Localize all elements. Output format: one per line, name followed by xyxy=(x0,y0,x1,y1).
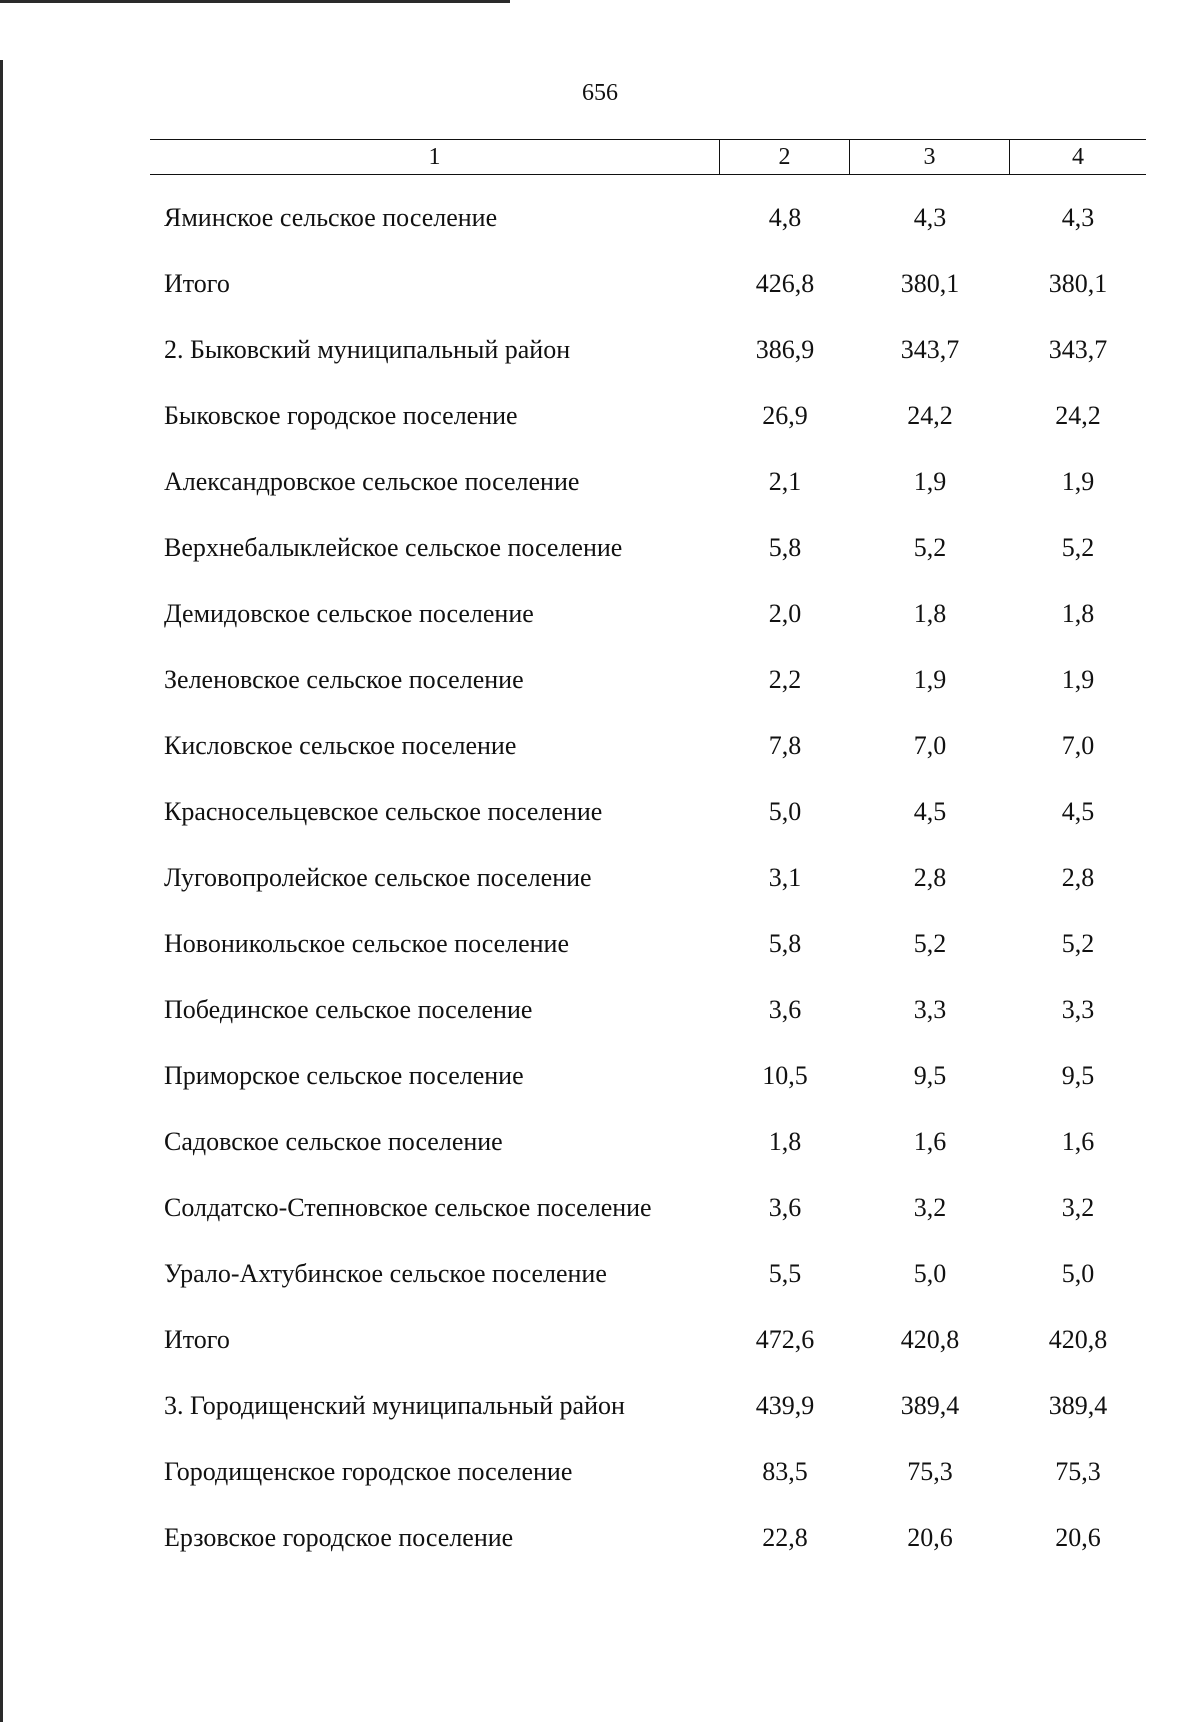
value-col-4: 75,3 xyxy=(1055,1457,1101,1486)
row-name: Луговопролейское сельское поселение xyxy=(164,863,592,892)
value-col-3: 389,4 xyxy=(900,1391,960,1420)
value-col-3: 1,6 xyxy=(913,1127,947,1156)
value-col-2: 10,5 xyxy=(762,1061,808,1090)
value-col-4: 4,5 xyxy=(1061,797,1095,826)
row-name: Солдатско-Степновское сельское поселение xyxy=(164,1193,652,1222)
value-col-2: 2,1 xyxy=(768,467,802,496)
value-col-3: 20,6 xyxy=(907,1523,953,1552)
page-number: 656 xyxy=(582,80,618,106)
value-col-3: 4,5 xyxy=(913,797,947,826)
row-name: Александровское сельское поселение xyxy=(164,467,580,496)
value-col-3: 5,2 xyxy=(913,533,947,562)
row-name: Быковское городское поселение xyxy=(164,401,518,430)
row-name: Красносельцевское сельское поселение xyxy=(164,797,603,826)
value-col-3: 2,8 xyxy=(913,863,947,892)
value-col-4: 1,9 xyxy=(1061,467,1095,496)
table-row xyxy=(150,647,1146,713)
value-col-3: 3,2 xyxy=(913,1193,947,1222)
row-name: Городищенское городское поселение xyxy=(164,1457,573,1486)
value-col-3: 1,8 xyxy=(913,599,947,628)
column-header-4: 4 xyxy=(1072,144,1084,170)
table-row xyxy=(150,449,1146,515)
table-row xyxy=(150,1043,1146,1109)
value-col-2: 5,8 xyxy=(768,533,802,562)
table-row xyxy=(150,1241,1146,1307)
value-col-2: 5,0 xyxy=(768,797,802,826)
row-name: Новоникольское сельское поселение xyxy=(164,929,569,958)
value-col-4: 380,1 xyxy=(1048,269,1108,298)
value-col-2: 2,2 xyxy=(768,665,802,694)
value-col-2: 5,5 xyxy=(768,1259,802,1288)
table-row xyxy=(150,713,1146,779)
value-col-2: 83,5 xyxy=(762,1457,808,1486)
value-col-3: 343,7 xyxy=(900,335,960,364)
value-col-2: 386,9 xyxy=(755,335,815,364)
value-col-3: 75,3 xyxy=(907,1457,953,1486)
value-col-2: 3,6 xyxy=(768,995,802,1024)
row-name: Урало-Ахтубинское сельское поселение xyxy=(164,1259,607,1288)
table-row xyxy=(150,779,1146,845)
value-col-4: 4,3 xyxy=(1061,203,1095,232)
row-name: 3. Городищенский муниципальный район xyxy=(164,1391,625,1420)
table-row xyxy=(150,911,1146,977)
value-col-2: 5,8 xyxy=(768,929,802,958)
value-col-3: 420,8 xyxy=(900,1325,960,1354)
table-body xyxy=(150,185,1146,1571)
value-col-2: 7,8 xyxy=(768,731,802,760)
value-col-2: 3,1 xyxy=(768,863,802,892)
value-col-3: 5,2 xyxy=(913,929,947,958)
table-row xyxy=(150,1505,1146,1571)
row-name: Яминское сельское поселение xyxy=(164,203,498,232)
value-col-2: 3,6 xyxy=(768,1193,802,1222)
row-name: Зеленовское сельское поселение xyxy=(164,665,524,694)
table-row xyxy=(150,1109,1146,1175)
value-col-4: 5,0 xyxy=(1061,1259,1095,1288)
value-col-4: 3,3 xyxy=(1061,995,1095,1024)
table-row xyxy=(150,1439,1146,1505)
table-row xyxy=(150,1373,1146,1439)
value-col-2: 2,0 xyxy=(768,599,802,628)
column-header-1: 1 xyxy=(150,140,720,174)
value-col-3: 1,9 xyxy=(913,665,947,694)
row-name: Садовское сельское поселение xyxy=(164,1127,503,1156)
value-col-3: 24,2 xyxy=(907,401,953,430)
table-row xyxy=(150,251,1146,317)
value-col-3: 380,1 xyxy=(900,269,960,298)
value-col-4: 1,9 xyxy=(1061,665,1095,694)
table-row xyxy=(150,1307,1146,1373)
value-col-3: 4,3 xyxy=(913,203,947,232)
row-name: Ерзовское городское поселение xyxy=(164,1523,514,1552)
value-col-3: 7,0 xyxy=(913,731,947,760)
value-col-3: 9,5 xyxy=(913,1061,947,1090)
row-name: Верхнебалыклейское сельское поселение xyxy=(164,533,623,562)
value-col-4: 24,2 xyxy=(1055,401,1101,430)
value-col-4: 9,5 xyxy=(1061,1061,1095,1090)
value-col-2: 472,6 xyxy=(755,1325,815,1354)
column-header-2: 2 xyxy=(720,140,850,174)
table-header xyxy=(150,139,1146,175)
row-name: Приморское сельское поселение xyxy=(164,1061,524,1090)
value-col-2: 22,8 xyxy=(762,1523,808,1552)
table-row xyxy=(150,383,1146,449)
value-col-3: 1,9 xyxy=(913,467,947,496)
value-col-4: 5,2 xyxy=(1061,533,1095,562)
table-row xyxy=(150,515,1146,581)
row-name: Побединское сельское поселение xyxy=(164,995,533,1024)
table-row xyxy=(150,1175,1146,1241)
value-col-4: 420,8 xyxy=(1048,1325,1108,1354)
value-col-2: 426,8 xyxy=(755,269,815,298)
scan-edge-top xyxy=(0,0,510,3)
value-col-2: 439,9 xyxy=(755,1391,815,1420)
value-col-4: 7,0 xyxy=(1061,731,1095,760)
scan-edge-left xyxy=(0,60,3,1722)
table-row xyxy=(150,581,1146,647)
value-col-4: 5,2 xyxy=(1061,929,1095,958)
row-name: Итого xyxy=(164,1325,230,1354)
value-col-4: 1,6 xyxy=(1061,1127,1095,1156)
table-row xyxy=(150,317,1146,383)
value-col-4: 3,2 xyxy=(1061,1193,1095,1222)
value-col-2: 4,8 xyxy=(768,203,802,232)
row-name: Кисловское сельское поселение xyxy=(164,731,517,760)
value-col-4: 389,4 xyxy=(1048,1391,1108,1420)
row-name: Демидовское сельское поселение xyxy=(164,599,534,628)
row-name: Итого xyxy=(164,269,230,298)
value-col-2: 1,8 xyxy=(768,1127,802,1156)
table-row xyxy=(150,185,1146,251)
value-col-4: 20,6 xyxy=(1055,1523,1101,1552)
table-row xyxy=(150,845,1146,911)
value-col-3: 5,0 xyxy=(913,1259,947,1288)
value-col-2: 26,9 xyxy=(762,401,808,430)
value-col-4: 1,8 xyxy=(1061,599,1095,628)
value-col-4: 2,8 xyxy=(1061,863,1095,892)
value-col-3: 3,3 xyxy=(913,995,947,1024)
row-name: 2. Быковский муниципальный район xyxy=(164,335,571,364)
value-col-4: 343,7 xyxy=(1048,335,1108,364)
column-header-3: 3 xyxy=(850,140,1010,174)
table-row xyxy=(150,977,1146,1043)
